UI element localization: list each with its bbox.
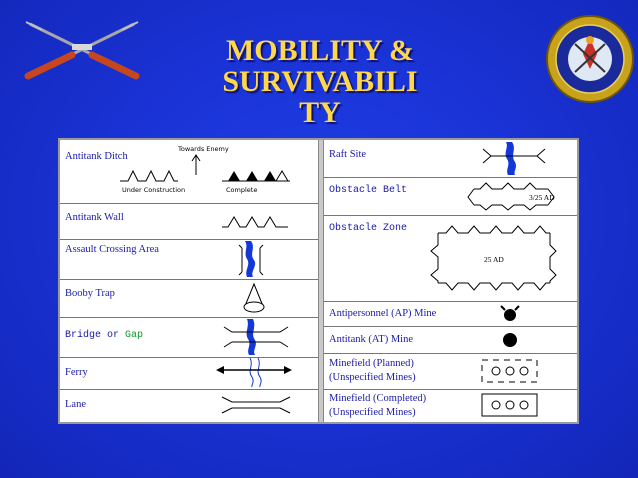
ferry-symbol <box>214 357 294 387</box>
minefield-planned-symbol <box>480 357 540 385</box>
booby-trap-row <box>60 279 318 318</box>
right-column <box>324 140 577 422</box>
minefield-planned-row <box>324 353 577 390</box>
at-mine-icon <box>501 331 519 349</box>
ap-mine-label: Antipersonnel (AP) Mine <box>329 308 437 319</box>
minefield-planned-line1: Minefield (Planned) <box>329 358 414 369</box>
bridge-gap-symbol <box>220 318 292 356</box>
complete-label: Complete <box>226 186 258 194</box>
title-line-2: SURVIVABILI <box>222 65 418 98</box>
under-construction-label: Under Construction <box>122 186 186 194</box>
left-column <box>60 140 318 422</box>
symbol-chart-panel <box>58 138 579 424</box>
minefield-planned-line2: (Unspecified Mines) <box>329 372 416 383</box>
towards-enemy-label: Towards Enemy <box>178 145 229 153</box>
lane-symbol <box>220 394 292 416</box>
bridge-gap-row <box>60 317 318 358</box>
minefield-completed-row <box>324 389 577 422</box>
towards-enemy-arrow-icon <box>190 154 202 176</box>
obstacle-belt-row <box>324 177 577 216</box>
gap-label-text: Gap <box>125 330 144 341</box>
minefield-completed-line1: Minefield (Completed) <box>329 393 427 404</box>
assault-crossing-label: Assault Crossing Area <box>65 244 159 255</box>
ditch-complete-symbol <box>220 168 292 182</box>
at-mine-label: Antitank (AT) Mine <box>329 334 413 345</box>
ditch-under-construction-symbol <box>118 168 180 182</box>
crossed-rifles-icon <box>22 18 142 80</box>
ap-mine-icon <box>500 304 520 324</box>
slide-title <box>186 35 454 128</box>
lane-row <box>60 389 318 422</box>
bridge-label <box>65 329 143 342</box>
at-mine-row <box>324 326 577 354</box>
antitank-wall-symbol <box>220 213 290 229</box>
title-line-1: MOBILITY & <box>225 34 415 67</box>
combat-arms-school-seal-icon <box>545 14 635 104</box>
minefield-completed-line2: (Unspecified Mines) <box>329 407 416 418</box>
ap-mine-row <box>324 301 577 327</box>
antitank-wall-row <box>60 203 318 240</box>
antitank-ditch-row <box>60 140 318 204</box>
ferry-label: Ferry <box>65 367 88 378</box>
raft-site-symbol <box>479 141 549 175</box>
ferry-row <box>60 357 318 390</box>
booby-trap-label: Booby Trap <box>65 288 115 299</box>
obstacle-belt-box-text: 3/25 AD <box>529 193 555 202</box>
raft-site-row <box>324 140 577 178</box>
obstacle-zone-label: Obstacle Zone <box>329 223 408 234</box>
raft-site-label: Raft Site <box>329 149 367 160</box>
assault-crossing-symbol <box>238 240 268 278</box>
bridge-label-text: Bridge or <box>65 330 120 341</box>
obstacle-belt-label: Obstacle Belt <box>329 185 408 196</box>
obstacle-zone-box-text: 25 AD <box>484 255 504 264</box>
antitank-ditch-label: Antitank Ditch <box>65 151 128 162</box>
booby-trap-symbol <box>240 282 268 314</box>
antitank-wall-label: Antitank Wall <box>65 212 124 223</box>
title-line-3: TY <box>299 96 341 129</box>
obstacle-zone-row <box>324 215 577 302</box>
assault-crossing-row <box>60 239 318 280</box>
minefield-completed-symbol <box>480 392 540 418</box>
lane-label: Lane <box>65 399 86 410</box>
